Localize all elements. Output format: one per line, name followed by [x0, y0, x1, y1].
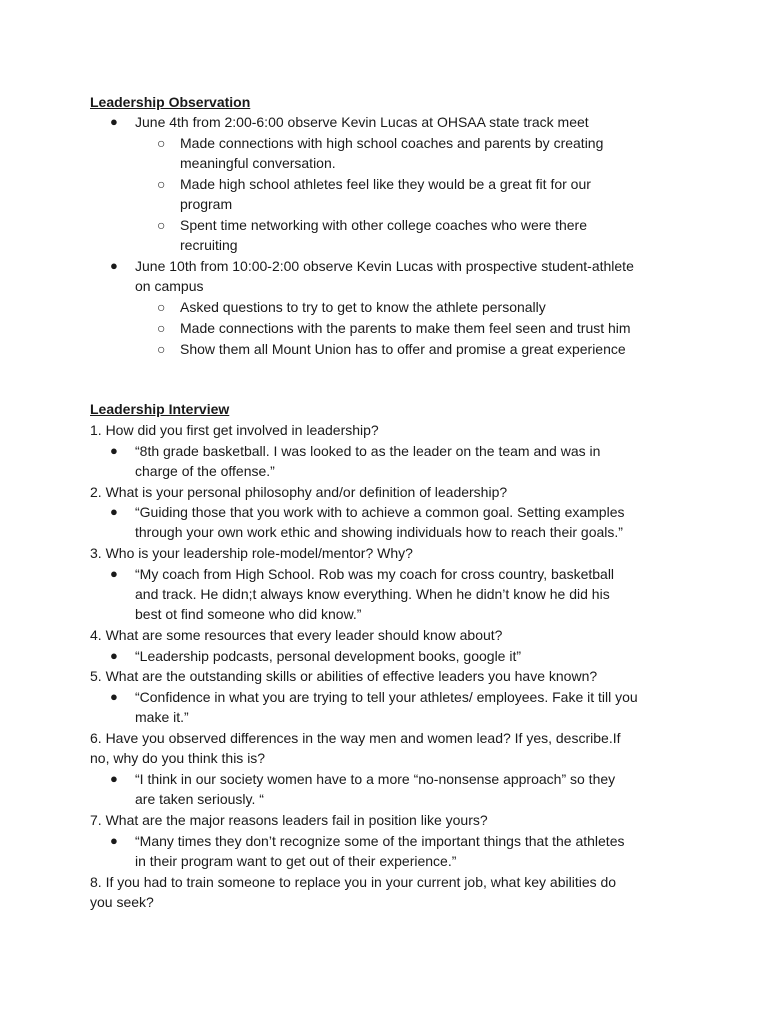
interview-question: 2. What is your personal philosophy and/or definition of leadership?: [90, 484, 508, 500]
circle-bullet-icon: ○: [157, 217, 166, 233]
interview-answer: “Guiding those that you work with to achieve a common goal. Setting examples: [135, 504, 625, 520]
circle-bullet-icon: ○: [157, 135, 166, 151]
bullet-icon: ●: [110, 114, 118, 129]
interview-answer: make it.”: [135, 709, 189, 725]
interview-question: 8. If you had to train someone to replace you in your current job, what key abilities do: [90, 874, 617, 890]
interview-question: 7. What are the major reasons leaders fail in position like yours?: [90, 812, 488, 828]
interview-answer: “My coach from High School. Rob was my coach for cross country, basketball: [135, 566, 615, 582]
observation-subitem: Spent time networking with other college coaches who were there: [180, 217, 587, 233]
interview-answer: are taken seriously. “: [135, 791, 264, 807]
interview-heading: Leadership Interview: [90, 401, 230, 417]
interview-question: 1. How did you first get involved in leadership?: [90, 422, 379, 438]
interview-question: you seek?: [90, 894, 154, 910]
observation-subitem: recruiting: [180, 237, 238, 253]
interview-answer: charge of the offense.”: [135, 463, 275, 479]
interview-answer: “Confidence in what you are trying to tell your athletes/ employees. Fake it till you: [135, 689, 638, 705]
circle-bullet-icon: ○: [157, 299, 166, 315]
observation-item: June 10th from 10:00-2:00 observe Kevin Lucas with prospective student-athlete: [135, 258, 634, 274]
observation-subitem: program: [180, 196, 233, 212]
interview-question: 3. Who is your leadership role-model/mentor? Why?: [90, 545, 413, 561]
interview-question: 4. What are some resources that every leader should know about?: [90, 627, 503, 643]
interview-answer: best ot find someone who did know.”: [135, 606, 362, 622]
observation-subitem: meaningful conversation.: [180, 155, 336, 171]
bullet-icon: ●: [110, 504, 118, 519]
interview-answer: and track. He didn;t always know everything. When he didn’t know he did his: [135, 586, 610, 602]
observation-item: June 4th from 2:00-6:00 observe Kevin Lucas at OHSAA state track meet: [135, 114, 589, 130]
interview-answer: “8th grade basketball. I was looked to as the leader on the team and was in: [135, 443, 601, 459]
circle-bullet-icon: ○: [157, 320, 166, 336]
bullet-icon: ●: [110, 648, 118, 663]
interview-question: 5. What are the outstanding skills or abilities of effective leaders you have known?: [90, 668, 598, 684]
observation-item: on campus: [135, 278, 204, 294]
bullet-icon: ●: [110, 566, 118, 581]
interview-answer: “I think in our society women have to a more “no-nonsense approach” so they: [135, 771, 616, 787]
interview-answer: “Leadership podcasts, personal development books, google it”: [135, 648, 522, 664]
bullet-icon: ●: [110, 258, 118, 273]
observation-subitem: Show them all Mount Union has to offer and promise a great experience: [180, 341, 626, 357]
circle-bullet-icon: ○: [157, 341, 166, 357]
observation-heading: Leadership Observation: [90, 94, 251, 110]
observation-subitem: Asked questions to try to get to know the athlete personally: [180, 299, 546, 315]
bullet-icon: ●: [110, 689, 118, 704]
observation-subitem: Made connections with the parents to make them feel seen and trust him: [180, 320, 631, 336]
interview-answer: through your own work ethic and showing individuals how to reach their goals.”: [135, 524, 623, 540]
bullet-icon: ●: [110, 771, 118, 786]
interview-answer: in their program want to get out of their experience.”: [135, 853, 457, 869]
interview-question: no, why do you think this is?: [90, 750, 266, 766]
circle-bullet-icon: ○: [157, 176, 166, 192]
interview-answer: “Many times they don’t recognize some of the important things that the athletes: [135, 833, 625, 849]
interview-question: 6. Have you observed differences in the way men and women lead? If yes, describe.If: [90, 730, 621, 746]
bullet-icon: ●: [110, 833, 118, 848]
observation-subitem: Made high school athletes feel like they would be a great fit for our: [180, 176, 591, 192]
bullet-icon: ●: [110, 443, 118, 458]
observation-subitem: Made connections with high school coaches and parents by creating: [180, 135, 604, 151]
